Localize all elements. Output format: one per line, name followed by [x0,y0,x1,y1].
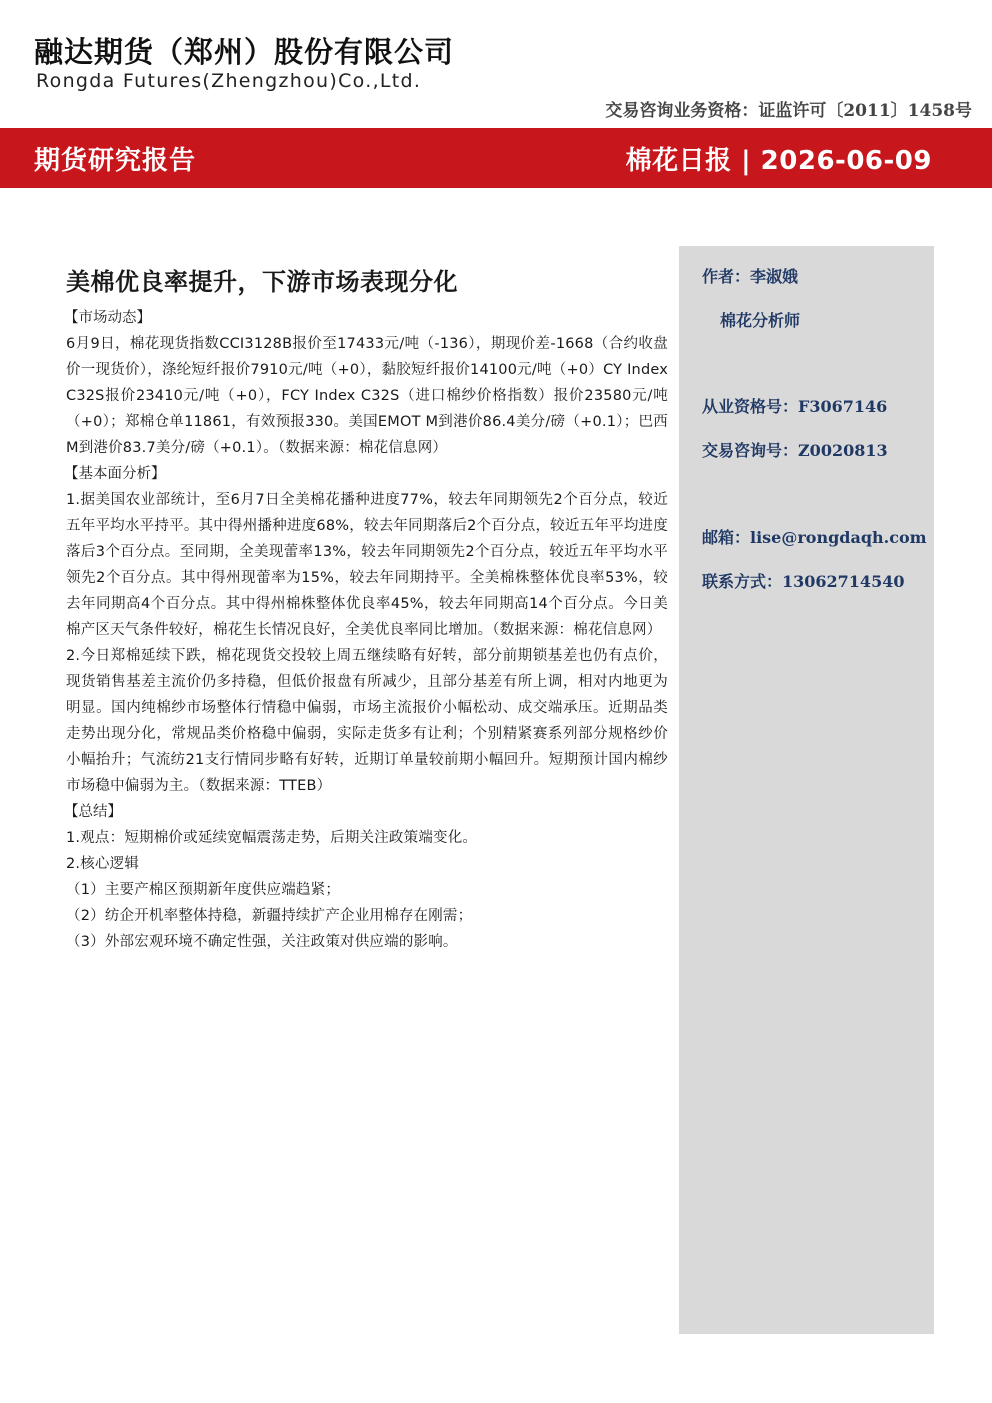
author-phone: 联系方式：13062714540 [702,572,905,591]
license-info: 交易咨询业务资格：证监许可〔2011〕1458号 [605,101,972,121]
section-heading-summary: 【总结】 [64,804,122,820]
report-type: 期货研究报告 [34,146,197,176]
logic-item-1: （1）主要产棉区预期新年度供应端趋紧； [66,882,341,898]
author-role: 棉花分析师 [720,311,801,330]
fundamentals-paragraph-2: 2.今日郑棉延续下跌，棉花现货交投较上周五继续略有好转，部分前期锁基差也仍有点价，现货销售基差主流价仍多持稳，但低价报盘有所减少，且部分基差有所上调，相对内地更为明显。国内纯棉纱市场整体行情稳中偏弱，市场主流报价小幅松动、成交端承压。近期品类走势出现分化，常规品类价格稳中偏弱，实际走货多有让利；个别精紧赛系列部分规格纱价小幅抬升；气流纺21支行情同步略有好转，近期订单量较前期小幅回升。短期预计国内棉纱市场稳中偏弱为主。（数据来源：TTEB） [66,648,668,794]
company-name-en: Rongda Futures(Zhengzhou)Co.,Ltd. [36,70,422,92]
market-paragraph: 6月9日，棉花现货指数CCI3128B报价至17433元/吨（-136），期现价差-1668（合约收盘价一现货价），涤纶短纤报价7910元/吨（+0），黏胶短纤报价14100元/吨（+0）CY Index C32S报价23410元/吨（+0），FCY Index C32S（进口棉纱价格指数）报价23580元/吨（+0）；郑棉仓单11861，有效预报330。美国EMOT M到港价86.4美分/磅（+0.1）；巴西M到港价83.7美分/磅（+0.1）。（数据来源：棉花信息网） [66,336,668,456]
section-heading-fundamentals: 【基本面分析】 [64,466,166,482]
logic-item-2: （2）纺企开机率整体持稳，新疆持续扩产企业用棉存在刚需； [66,908,473,924]
qualification-number: 从业资格号：F3067146 [702,397,888,416]
report-title-date: 棉花日报 | 2026-06-09 [625,146,932,176]
summary-logic-heading: 2.核心逻辑 [66,856,140,872]
author-email: 邮箱：lise@rongdaqh.com [702,528,927,547]
section-heading-market: 【市场动态】 [64,310,151,326]
company-name-cn: 融达期货（郑州）股份有限公司 [34,35,455,69]
consult-number: 交易咨询号：Z0020813 [702,441,888,460]
author-name: 作者：李淑娥 [702,267,799,286]
summary-view: 1.观点：短期棉价或延续宽幅震荡走势，后期关注政策端变化。 [66,830,478,846]
logic-item-3: （3）外部宏观环境不确定性强，关注政策对供应端的影响。 [66,934,458,950]
article-title: 美棉优良率提升，下游市场表现分化 [66,267,458,296]
article-body [66,262,668,955]
report-banner [0,128,992,188]
fundamentals-paragraph-1: 1.据美国农业部统计，至6月7日全美棉花播种进度77%，较去年同期领先2个百分点，较近五年平均水平持平。其中得州播种进度68%，较去年同期落后2个百分点，较近五年平均进度落后3个百分点。至同期，全美现蕾率13%，较去年同期领先2个百分点，较近五年平均水平领先2个百分点。其中得州现蕾率为15%，较去年同期持平。全美棉株整体优良率53%，较去年同期高4个百分点。其中得州棉株整体优良率45%，较去年同期高14个百分点。今日美棉产区天气条件较好，棉花生长情况良好，全美优良率同比增加。（数据来源：棉花信息网） [66,492,668,638]
author-sidebar [679,246,934,1334]
